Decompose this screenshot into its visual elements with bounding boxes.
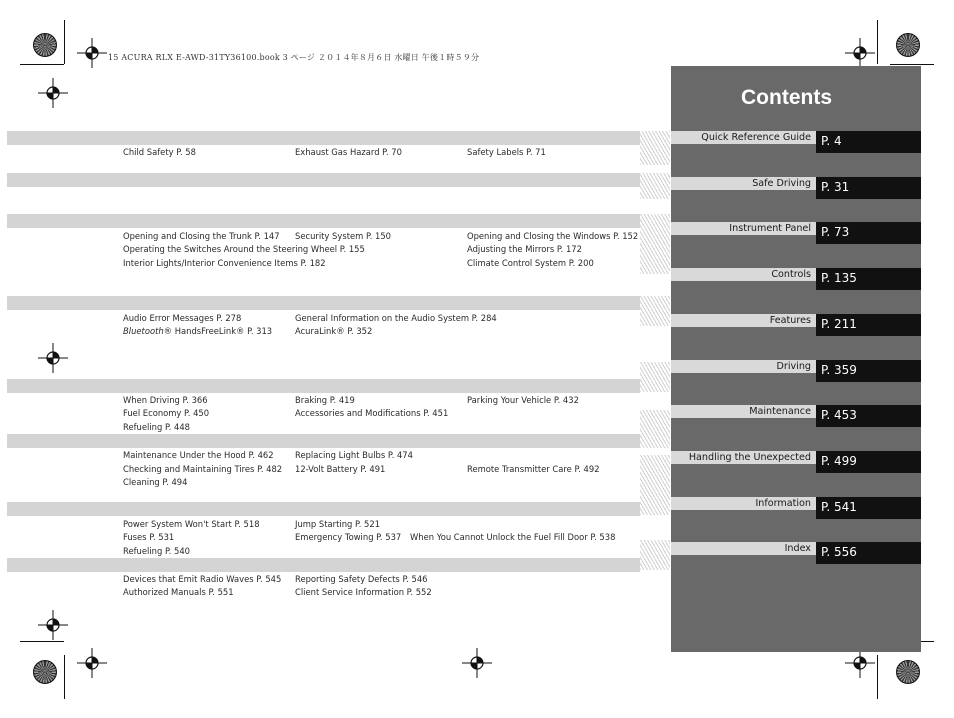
crop-line [20,64,64,65]
tab-page: P. 31 [816,177,921,199]
section-bar-handling [7,502,640,516]
link-cleaning[interactable]: Cleaning P. 494 [123,477,188,487]
link-under-hood[interactable]: Maintenance Under the Hood P. 462 [123,450,274,460]
tab-page: P. 541 [816,497,921,519]
link-parking[interactable]: Parking Your Vehicle P. 432 [467,395,579,405]
tab-connector [640,296,670,326]
link-authorized-manuals[interactable]: Authorized Manuals P. 551 [123,587,234,597]
tab-label: Information [671,497,816,510]
link-fuel-fill-door[interactable]: When You Cannot Unlock the Fuel Fill Door P. 538 [410,532,616,542]
tab-label: Index [671,542,816,555]
link-fuses[interactable]: Fuses P. 531 [123,532,175,542]
crop-line [64,655,65,699]
link-climate-control[interactable]: Climate Control System P. 200 [467,258,594,268]
registration-mark-icon [845,648,875,678]
tab-quick-reference[interactable] [671,131,921,153]
color-target-icon [33,33,57,57]
tab-connector [640,214,670,274]
tab-connector [640,455,670,515]
link-radio-waves[interactable]: Devices that Emit Radio Waves P. 545 [123,574,282,584]
link-safety-defects[interactable]: Reporting Safety Defects P. 546 [295,574,428,584]
link-security-system[interactable]: Security System P. 150 [295,231,391,241]
crop-line [64,20,65,64]
link-audio-info[interactable]: General Information on the Audio System P. 284 [295,313,497,323]
tab-label: Instrument Panel [671,222,816,235]
tab-handling-unexpected[interactable] [671,451,921,473]
section-bar-instrument-panel [7,214,640,228]
link-accessories[interactable]: Accessories and Modifications P. 451 [295,408,449,418]
tab-maintenance[interactable] [671,405,921,427]
link-braking[interactable]: Braking P. 419 [295,395,355,405]
section-bar-features [7,296,640,310]
registration-mark-icon [77,38,107,68]
crop-line [877,655,878,699]
color-target-icon [33,660,57,684]
tab-connector [640,131,670,165]
section-bar-maintenance [7,434,640,448]
color-target-icon [896,660,920,684]
bluetooth-term: Bluetooth® [123,326,173,336]
tab-page: P. 556 [816,542,921,564]
tab-label: Features [671,314,816,327]
tab-connector [640,410,670,448]
tab-label: Maintenance [671,405,816,418]
tab-features[interactable] [671,314,921,336]
link-light-bulbs[interactable]: Replacing Light Bulbs P. 474 [295,450,413,460]
color-target-icon [896,33,920,57]
link-handsfreelink[interactable] [123,326,272,336]
link-acuralink[interactable]: AcuraLink® P. 352 [295,326,373,336]
link-interior-lights[interactable]: Interior Lights/Interior Convenience Items P. 182 [123,258,326,268]
registration-mark-icon [77,648,107,678]
sidebar-title: Contents [741,86,832,109]
link-emergency-towing[interactable]: Emergency Towing P. 537 [295,532,402,542]
link-exhaust-gas-hazard[interactable]: Exhaust Gas Hazard P. 70 [295,147,402,157]
link-jump-starting[interactable]: Jump Starting P. 521 [295,519,381,529]
tab-label: Safe Driving [671,177,816,190]
link-refueling-handling[interactable]: Refueling P. 540 [123,546,190,556]
tab-index[interactable] [671,542,921,564]
link-steering-switches[interactable]: Operating the Switches Around the Steering Wheel P. 155 [123,244,365,254]
tab-label: Quick Reference Guide [671,131,816,144]
tab-connector [640,540,670,570]
tab-instrument-panel[interactable] [671,222,921,244]
registration-mark-icon [462,648,492,678]
tab-driving[interactable] [671,360,921,382]
section-bar-safe-driving [7,173,640,187]
section-bar-quick-reference [7,131,640,145]
registration-mark-icon [38,610,68,640]
handsfreelink-label: HandsFreeLink® P. 313 [172,326,273,336]
registration-mark-icon [38,78,68,108]
tab-connector [640,362,670,392]
registration-mark-icon [38,343,68,373]
tab-page: P. 453 [816,405,921,427]
link-fuel-economy[interactable]: Fuel Economy P. 450 [123,408,210,418]
link-windows[interactable]: Opening and Closing the Windows P. 152 [467,231,639,241]
link-when-driving[interactable]: When Driving P. 366 [123,395,208,405]
section-bar-driving [7,379,640,393]
tab-connector [640,173,670,199]
tab-controls[interactable] [671,268,921,290]
contents-sidebar [671,66,921,652]
tab-page: P. 73 [816,222,921,244]
tab-label: Handling the Unexpected [671,451,816,464]
link-safety-labels[interactable]: Safety Labels P. 71 [467,147,546,157]
link-mirrors[interactable]: Adjusting the Mirrors P. 172 [467,244,582,254]
tab-label: Controls [671,268,816,281]
link-child-safety[interactable]: Child Safety P. 58 [123,147,196,157]
print-header: 15 ACURA RLX E-AWD-31TY36100.book 3 ページ ２０１４年８月６日 水曜日 午後１時５９分 [108,53,480,62]
tab-page: P. 499 [816,451,921,473]
link-tires[interactable]: Checking and Maintaining Tires P. 482 [123,464,283,474]
crop-line [877,20,878,64]
link-remote-transmitter[interactable]: Remote Transmitter Care P. 492 [467,464,600,474]
crop-line [20,641,64,642]
tab-label: Driving [671,360,816,373]
tab-page: P. 211 [816,314,921,336]
section-bar-information [7,558,640,572]
tab-page: P. 4 [816,131,921,153]
registration-mark-icon [845,38,875,68]
link-client-service[interactable]: Client Service Information P. 552 [295,587,432,597]
crop-line [890,64,934,65]
tab-page: P. 359 [816,360,921,382]
link-audio-error[interactable]: Audio Error Messages P. 278 [123,313,242,323]
tab-safe-driving[interactable] [671,177,921,199]
tab-information[interactable] [671,497,921,519]
tab-page: P. 135 [816,268,921,290]
link-power-system[interactable]: Power System Won't Start P. 518 [123,519,260,529]
link-battery[interactable]: 12-Volt Battery P. 491 [295,464,386,474]
link-trunk[interactable]: Opening and Closing the Trunk P. 147 [123,231,280,241]
link-refueling-driving[interactable]: Refueling P. 448 [123,422,190,432]
